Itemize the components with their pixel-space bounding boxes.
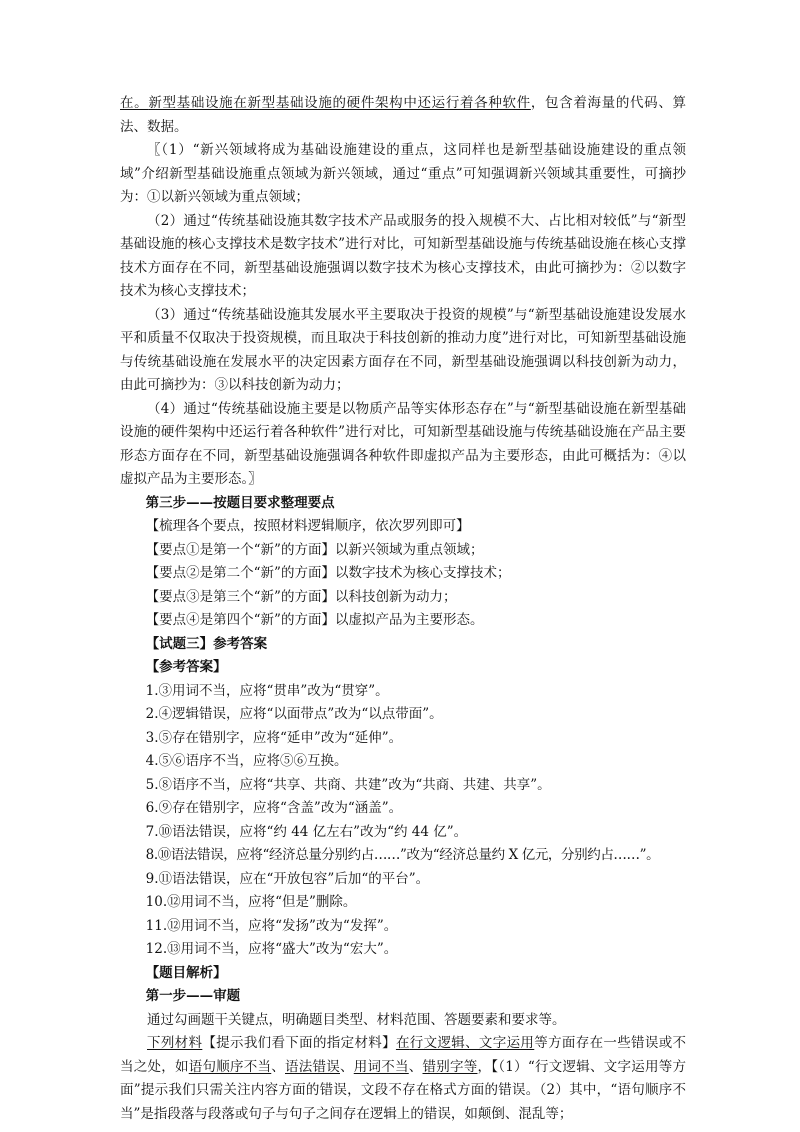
q3-ref-title: 【参考答案】 [145, 659, 227, 675]
material-text-e: 等方面存在一些错误或不当之处，如 [120, 1035, 687, 1075]
material-text-m: ，【（1）“行文逻辑、文字运用等方面”提示我们只需关注内容方面的错误，文段不存在格式方面的错误。（2）其中，“语句顺序不当”是指段落与段落或句子与句子之间存在逻辑上的错误，如颠倒、混乱等； [120, 1058, 686, 1122]
step1-title: 第一步——审题 [145, 988, 241, 1004]
intro-text-c: ，包含着海量的代码、算法、数据。 [120, 95, 687, 135]
material-text-k: 、 [408, 1058, 423, 1075]
material-text-c: 在 [395, 1035, 410, 1051]
answer-item-1: 1.③用词不当，应将“贯串”改为“贯穿”。 [145, 682, 389, 699]
document-page [120, 92, 686, 1126]
material-hint: 【提示我们看下面的指定材料】 [202, 1035, 396, 1051]
intro-paragraph [120, 92, 686, 139]
analysis-paragraph-1: 〖（1）“新兴领域将成为基础设施建设的重点，这同样也是新型基础设施建设的重点领域”介绍新型基础设施重点领域为新兴领域，通过“重点”可知强调新兴领域其重要性，可摘抄为：①以新兴领域为重点领域； [120, 142, 686, 205]
answer-item-5: 5.⑧语序不当，应将“共享、共商、共建”改为“共商、共建、共享”。 [145, 776, 551, 793]
analysis-paragraph-4: （4）通过“传统基础设施主要是以物质产品等实体形态存在”与“新型基础设施在新型基础设施的硬件架构中还运行着各种软件”进行对比，可知新型基础设施与传统基础设施在产品主要形态方面存在不同，新型基础设施强调各种软件即虚拟产品为主要形态，由此可概括为：④以虚拟产品为主要形态。〗 [120, 400, 686, 487]
analysis-title: 【题目解析】 [145, 964, 227, 981]
material-text-i: 、 [340, 1058, 354, 1075]
answer-item-6: 6.⑨存在错别字，应将“含盖”改为“涵盖”。 [145, 800, 403, 816]
material-text-g: 、 [271, 1058, 285, 1075]
material-paragraph [120, 1032, 686, 1126]
step3-line-3: 【要点②是第二个“新”的方面】以数字技术为核心支撑技术； [145, 565, 511, 581]
material-text-d: 行文逻辑、文字运用 [409, 1035, 535, 1051]
answer-item-3: 3.⑤存在错别字，应将“延申”改为“延伸”。 [145, 729, 403, 746]
intro-text-a: 在。 [120, 95, 149, 111]
step3-line-4: 【要点③是第三个“新”的方面】以科技创新为动力； [145, 588, 457, 605]
answer-item-10: 10.⑫用词不当，应将“但是”删除。 [145, 894, 357, 910]
q3-title: 【试题三】参考答案 [145, 635, 268, 652]
material-text-h: 语法错误 [285, 1058, 340, 1075]
analysis-paragraph-3: （3）通过“传统基础设施其发展水平主要取决于投资的规模”与“新型基础设施建设发展水平和质量不仅取决于投资规模，而且取决于科技创新的推动力度”进行对比，可知新型基础设施与传统基础设施在发展水平的决定因素方面存在不同，新型基础设施强调以科技创新为动力，由此可摘抄为：③以科技创新为动力； [120, 306, 686, 393]
material-ref: 下列材料 [147, 1035, 203, 1051]
material-text-f: 语句顺序不当 [188, 1058, 272, 1075]
step3-line-2: 【要点①是第一个“新”的方面】以新兴领域为重点领域； [145, 541, 484, 558]
material-text-l: 错别字等 [422, 1058, 478, 1075]
answer-item-7: 7.⑩语法错误，应将“约 44 亿左右”改为“约 44 亿”。 [145, 823, 468, 840]
answer-item-11: 11.⑫用词不当，应将“发扬”改为“发挥”。 [145, 917, 398, 934]
step1-text: 通过勾画题干关键点，明确题目类型、材料范围、答题要素和要求等。 [147, 1011, 566, 1028]
step3-title: 第三步——按题目要求整理要点 [145, 494, 335, 511]
answer-item-2: 2.④逻辑错误，应将“以面带点”改为“以点带面”。 [145, 706, 443, 722]
material-text-j: 用词不当 [353, 1058, 409, 1075]
analysis-paragraph-2: （2）通过“传统基础设施其数字技术产品或服务的投入规模不大、占比相对较低”与“新型基础设施的核心支撑技术是数字技术”进行对比，可知新型基础设施与传统基础设施在核心支撑技术方面存在不同，新型基础设施强调以数字技术为核心支撑技术，由此可摘抄为：②以数字技术为核心支撑技术； [120, 212, 686, 299]
step3-line-5: 【要点④是第四个“新”的方面】以虚拟产品为主要形态。 [145, 612, 484, 628]
answer-item-12: 12.⑬用词不当，应将“盛大”改为“宏大”。 [145, 941, 398, 957]
answer-item-9: 9.⑪语法错误，应在“开放包容”后加“的平台”。 [145, 870, 430, 887]
answer-item-4: 4.⑤⑥语序不当，应将⑤⑥互换。 [145, 753, 348, 769]
step3-line-1: 【梳理各个要点，按照材料逻辑顺序，依次罗列即可】 [145, 518, 470, 534]
answer-item-8: 8.⑩语法错误，应将“经济总量分别约占……”改为“经济总量约 X 亿元，分别约占……”。 [145, 847, 660, 863]
intro-text-b: 新型基础设施在新型基础设施的硬件架构中还运行着各种软件 [148, 95, 531, 111]
